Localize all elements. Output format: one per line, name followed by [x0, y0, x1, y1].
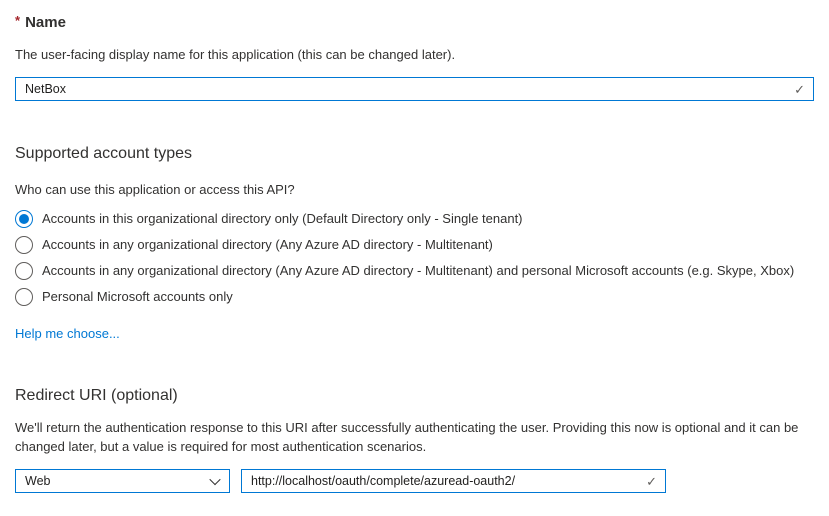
supported-account-types-title: Supported account types [15, 145, 193, 162]
radio-icon[interactable] [15, 262, 33, 280]
radio-icon[interactable] [15, 288, 33, 306]
name-field-label [15, 10, 814, 34]
redirect-uri-section [15, 385, 814, 493]
help-me-choose-link[interactable]: Help me choose... [15, 326, 120, 341]
radio-label: Accounts in any organizational directory (Any Azure AD directory - Multitenant) [42, 237, 493, 252]
redirect-uri-description: We'll return the authentication response to this URI after successfully authenticating the user. Providing this now is optional and it can be changed later, but a value is required for most authentication scenarios. [15, 420, 799, 454]
name-input-container [15, 77, 814, 101]
radio-icon[interactable] [15, 236, 33, 254]
valid-check-icon: ✓ [646, 473, 657, 489]
chevron-down-icon [209, 474, 220, 485]
redirect-uri-row [15, 469, 814, 493]
platform-select[interactable] [15, 469, 230, 493]
account-type-option-multitenant-personal[interactable] [15, 258, 814, 284]
name-section [15, 10, 814, 101]
name-field-description: The user-facing display name for this application (this can be changed later). [15, 47, 456, 62]
name-input[interactable] [25, 82, 786, 96]
redirect-uri-input-container [241, 469, 666, 493]
account-types-radio-group [15, 206, 814, 310]
name-label-text: Name [25, 14, 66, 31]
radio-label: Accounts in this organizational directory only (Default Directory only - Single tenant) [42, 211, 523, 226]
account-type-option-single-tenant[interactable] [15, 206, 814, 232]
platform-select-value: Web [25, 474, 51, 488]
redirect-uri-title: Redirect URI (optional) [15, 387, 178, 404]
valid-check-icon: ✓ [794, 81, 805, 97]
radio-icon[interactable] [15, 210, 33, 228]
required-asterisk: * [15, 13, 21, 28]
radio-label: Personal Microsoft accounts only [42, 289, 233, 304]
radio-label: Accounts in any organizational directory (Any Azure AD directory - Multitenant) and personal Microsoft accounts (e.g. Skype, Xbox) [42, 263, 795, 278]
account-type-option-multitenant[interactable] [15, 232, 814, 258]
account-types-question: Who can use this application or access this API? [15, 182, 295, 197]
account-type-option-personal-only[interactable] [15, 284, 814, 310]
supported-account-types-section [15, 143, 814, 343]
redirect-uri-input[interactable] [251, 474, 638, 488]
